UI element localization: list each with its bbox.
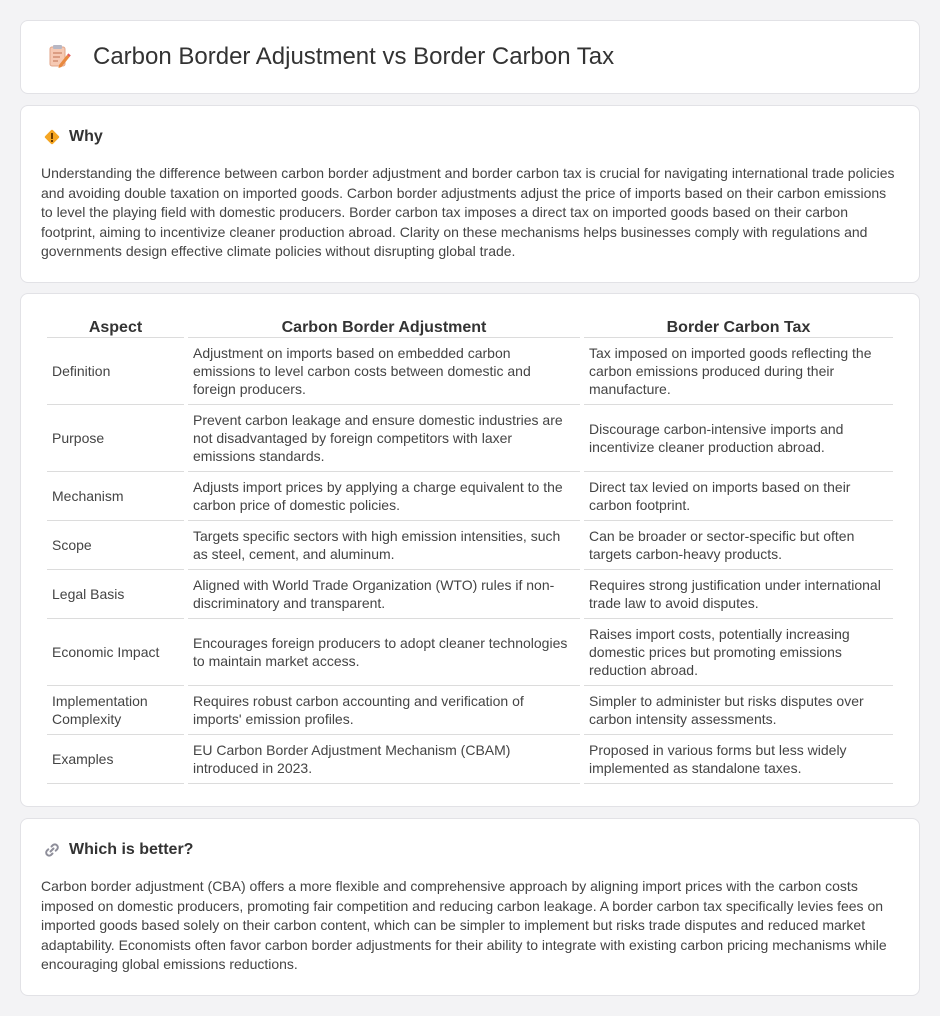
aspect-cell: Economic Impact [47,619,184,686]
bct-cell: Discourage carbon-intensive imports and incentivize cleaner production abroad. [584,405,893,472]
header-border-carbon-tax: Border Carbon Tax [584,317,893,338]
aspect-cell: Scope [47,521,184,570]
table-header-row [47,317,893,338]
why-text: Understanding the difference between carbon border adjustment and border carbon tax is crucial for navigating international trade policies and avoiding double taxation on imported goods. Carbon border adjustments adjust the price of imports based on their carbon emissions to level the playing field with domestic producers. Border carbon tax imposes a direct tax on imported goods based on their carbon footprint, aiming to incentivize cleaner production abroad. Clarity on these mechanisms helps businesses comply with regulations and governments design effective climate policies without disrupting global trade. [41,165,895,260]
diamond-sign-icon [43,128,61,146]
cba-cell: Encourages foreign producers to adopt cleaner technologies to maintain market access. [188,619,580,686]
title-card [20,20,920,94]
aspect-cell: Legal Basis [47,570,184,619]
cba-cell: Aligned with World Trade Organization (WTO) rules if non-discriminatory and transparent. [188,570,580,619]
bct-cell: Tax imposed on imported goods reflecting the carbon emissions produced during their manufacture. [584,338,893,405]
better-card [20,818,920,996]
bct-cell: Proposed in various forms but less widely implemented as standalone taxes. [584,735,893,784]
cba-cell: Targets specific sectors with high emission intensities, such as steel, cement, and aluminum. [188,521,580,570]
better-heading: Which is better? [69,841,194,858]
cba-cell: Adjustment on imports based on embedded carbon emissions to level carbon costs between domestic and foreign producers. [188,338,580,405]
aspect-cell: Examples [47,735,184,784]
aspect-cell: Implementation Complexity [47,686,184,735]
better-heading-row [43,841,193,859]
bct-cell: Simpler to administer but risks disputes over carbon intensity assessments. [584,686,893,735]
table-row [47,472,893,521]
better-text: Carbon border adjustment (CBA) offers a more flexible and comprehensive approach by aligning import prices with the carbon costs imposed on domestic producers, promoting fair competition and reducing carbon leakage. A border carbon tax specifically levies fees on imported goods based solely on their carbon content, which can be simpler to implement but risks trade disputes and reduced market adaptability. Economists often favor carbon border adjustments for their ability to integrate with existing carbon pricing mechanisms while encouraging global emissions reductions. [41,878,887,973]
table-row [47,338,893,405]
bct-cell: Can be broader or sector-specific but often targets carbon-heavy products. [584,521,893,570]
comparison-table [43,317,897,784]
comparison-card [20,293,920,807]
header-aspect: Aspect [47,317,184,338]
table-row [47,619,893,686]
header-carbon-border-adjustment: Carbon Border Adjustment [188,317,580,338]
table-row [47,570,893,619]
cba-cell: EU Carbon Border Adjustment Mechanism (CBAM) introduced in 2023. [188,735,580,784]
aspect-cell: Purpose [47,405,184,472]
aspect-cell: Mechanism [47,472,184,521]
table-row [47,735,893,784]
bct-cell: Requires strong justification under international trade law to avoid disputes. [584,570,893,619]
table-row [47,686,893,735]
cba-cell: Adjusts import prices by applying a charge equivalent to the carbon price of domestic policies. [188,472,580,521]
table-row [47,405,893,472]
bct-cell: Raises import costs, potentially increasing domestic prices but promoting emissions reduction abroad. [584,619,893,686]
page-title: Carbon Border Adjustment vs Border Carbon Tax [93,43,615,70]
notepad-pencil-icon [47,44,71,70]
bct-cell: Direct tax levied on imports based on their carbon footprint. [584,472,893,521]
cba-cell: Requires robust carbon accounting and verification of imports' emission profiles. [188,686,580,735]
why-heading: Why [69,128,103,145]
cba-cell: Prevent carbon leakage and ensure domestic industries are not disadvantaged by foreign competitors with laxer emissions standards. [188,405,580,472]
why-heading-row [43,128,103,146]
aspect-cell: Definition [47,338,184,405]
why-card [20,105,920,283]
link-icon [43,841,61,859]
table-row [47,521,893,570]
